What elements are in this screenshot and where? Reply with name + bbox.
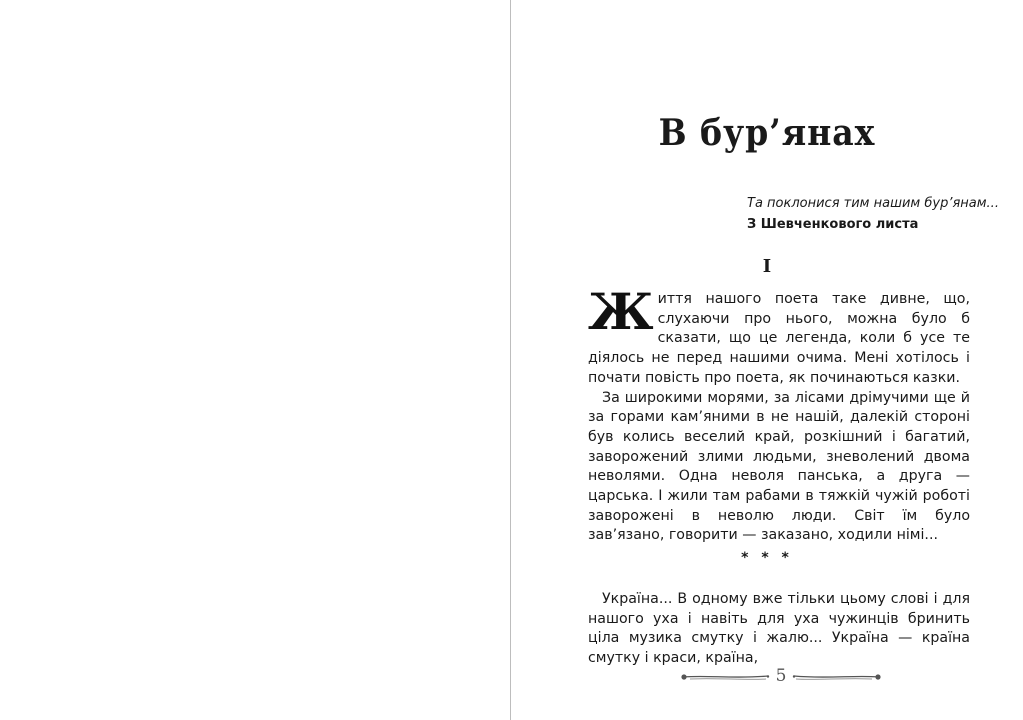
section-number: I — [762, 256, 772, 277]
paragraph-1-text: иття нашого поета таке дивне, що, слухаючи про нього, можна було б сказати, що це легенда, коли б усе те діялось не перед нашими очима. Мені хотілось і почати повість про поета, як починаються казки. — [588, 291, 970, 386]
epigraph-quote: Та поклонися тим нашим бур’янам... — [747, 196, 999, 211]
body-text-block-2 — [588, 590, 970, 669]
epigraph-source: З Шевченкового листа — [747, 217, 919, 232]
chapter-title: В бур’янах — [658, 112, 876, 154]
drop-cap: Ж — [588, 282, 654, 341]
body-text-block — [588, 282, 970, 546]
page-footer — [676, 665, 886, 689]
left-page-blank — [0, 0, 510, 720]
epigraph — [747, 193, 999, 235]
right-page — [511, 0, 1023, 720]
paragraph-1 — [588, 282, 970, 389]
paragraph-2: За широкими морями, за лісами дрімучими ще й за горами кам’яними в не нашій, далекій стороні був колись веселий край, розкішний і багатий, заворожений злими людьми, зневолений двома неволями. Одна неволя панська, а друга — царська. І жили там рабами в тяжкій чужій роботі заворожені в неволю люди. Світ їм було зав’язано, говорити — заказано, ходили німі... — [588, 389, 970, 544]
page-number: 5 — [775, 666, 787, 686]
section-separator: * * * — [741, 550, 793, 566]
paragraph-3: Україна... В одному вже тільки цьому слові і для нашого уха і навіть для уха чужинців бринить ціла музика смутку і жалю... Україна — країна смутку і краси, країна, — [588, 591, 970, 667]
